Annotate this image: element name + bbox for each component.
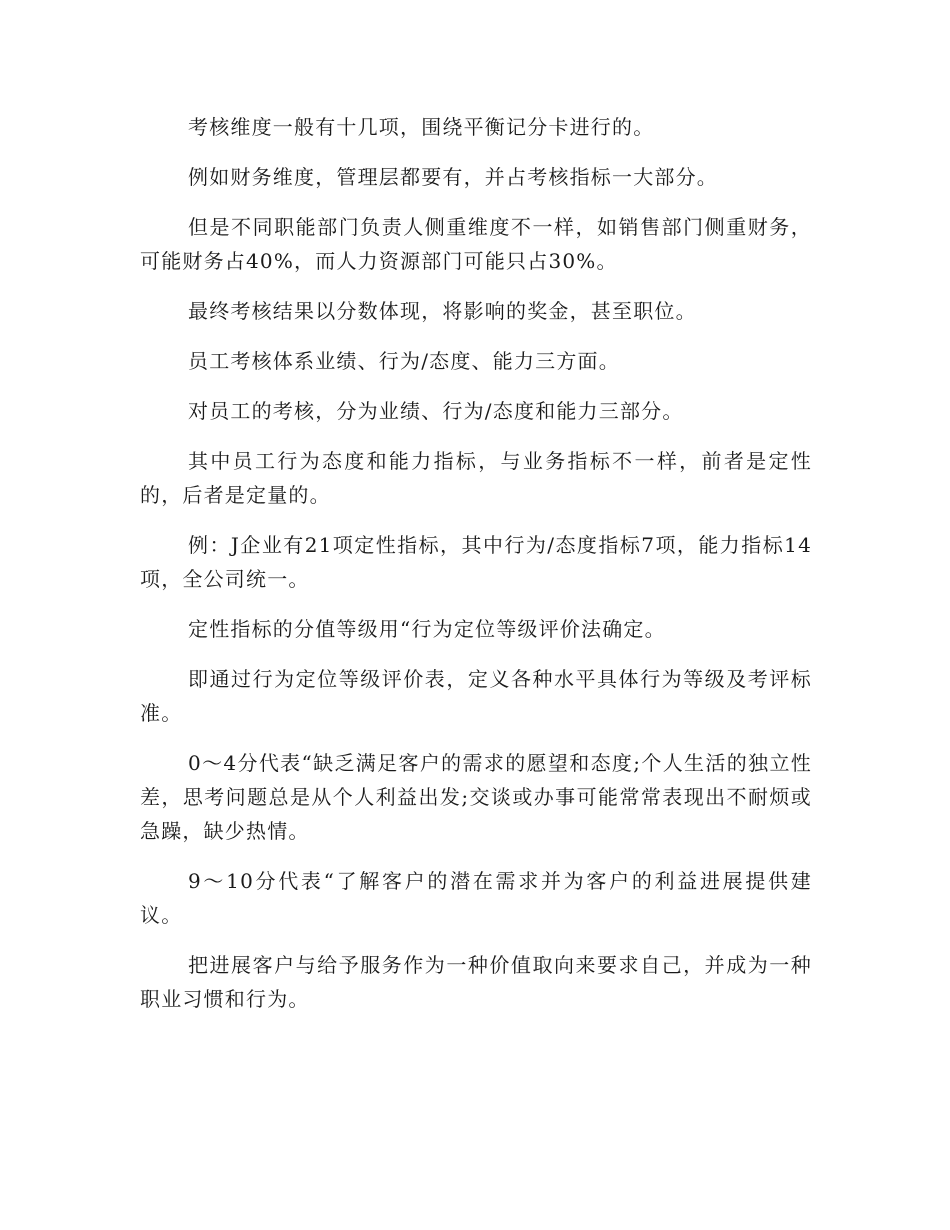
paragraph: 最终考核结果以分数体现，将影响的奖金，甚至职位。 (188, 299, 697, 323)
paragraph: 其中员工行为态度和能力指标，与业务指标不一样，前者是定性的，后者是定量的。 (140, 449, 812, 507)
paragraph: 把进展客户与给予服务作为一种价值取向来要求自己，并成为一种职业习惯和行为。 (140, 953, 812, 1011)
paragraph: 例：J企业有21项定性指标，其中行为/态度指标7项，能力指标14项，全公司统一。 (140, 533, 812, 591)
paragraph: 考核维度一般有十几项，围绕平衡记分卡进行的。 (188, 115, 655, 139)
paragraph: 对员工的考核，分为业绩、行为/态度和能力三部分。 (188, 399, 684, 423)
paragraph: 0～4分代表“缺乏满足客户的需求的愿望和态度;个人生活的独立性差，思考问题总是从个人利益出发;交谈或办事可能常常表现出不耐烦或急躁，缺少热情。 (140, 751, 812, 843)
paragraph: 但是不同职能部门负责人侧重维度不一样，如销售部门侧重财务，可能财务占40%，而人力资源部门可能只占30%。 (140, 215, 812, 273)
document-body (140, 110, 812, 1032)
paragraph: 员工考核体系业绩、行为/态度、能力三方面。 (188, 349, 620, 373)
paragraph: 即通过行为定位等级评价表，定义各种水平具体行为等级及考评标准。 (140, 667, 812, 725)
paragraph: 9～10分代表“了解客户的潜在需求并为客户的利益进展提供建议。 (140, 869, 812, 927)
paragraph: 例如财务维度，管理层都要有，并占考核指标一大部分。 (188, 165, 718, 189)
paragraph: 定性指标的分值等级用“行为定位等级评价法确定。 (188, 617, 666, 641)
